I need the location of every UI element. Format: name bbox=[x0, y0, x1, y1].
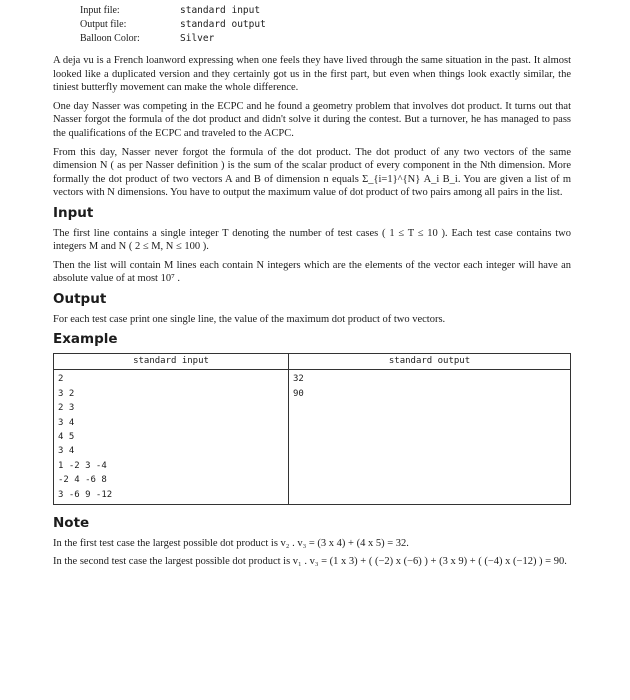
output-heading: Output bbox=[53, 290, 107, 307]
input-line: -2 4 -6 8 bbox=[58, 475, 107, 486]
input-heading: Input bbox=[53, 204, 94, 221]
input-line: 4 5 bbox=[58, 431, 75, 442]
meta-input-row bbox=[80, 4, 266, 18]
output-line: 32 bbox=[293, 374, 304, 385]
meta-input-label: Input file: bbox=[80, 5, 120, 16]
meta-balloon-label: Balloon Color: bbox=[80, 33, 140, 44]
input-line: 3 4 bbox=[58, 417, 75, 428]
meta-output-label: Output file: bbox=[80, 19, 127, 30]
statement-paragraph-3: From this day, Nasser never forgot the formula of the dot product. The dot product of any two vectors of the same dimension N ( as per Nasser definition ) is the sum of the scalar product of every component in the Nth dimension. More formally the dot product of two vectors A and B of dimension n equals Σ_{i=1}^{N} A_i B_i. You are given a list of m vectors with N dimensions. You have to output the maximum value of dot product of two pairs among all pairs in the list. bbox=[53, 146, 571, 199]
input-line: 3 2 bbox=[58, 388, 75, 399]
input-line: 2 bbox=[58, 374, 64, 385]
example-output-header: standard output bbox=[289, 353, 571, 370]
note-heading: Note bbox=[53, 514, 90, 531]
statement-paragraph-2: One day Nasser was competing in the ECPC and he found a geometry problem that involves dot product. It turns out that Nasser forgot the formula of the dot product and didn't solve it during the contest. But a turnover, he has managed to pass the qualifications of the ECPC and traveled to the ACPC. bbox=[53, 100, 571, 139]
meta-input-value: standard input bbox=[180, 5, 261, 16]
example-output-cell bbox=[289, 370, 571, 505]
meta-balloon-value: Silver bbox=[180, 33, 215, 44]
input-paragraph-2: Then the list will contain M lines each contain N integers which are the elements of the vector each integer will have an absolute value of at most 10⁷ . bbox=[53, 259, 571, 285]
meta-balloon-row bbox=[80, 32, 266, 46]
output-paragraph: For each test case print one single line, the value of the maximum dot product of two vectors. bbox=[53, 313, 446, 325]
note-paragraph-1: In the first test case the largest possible dot product is v₂ . v₃ = (3 x 4) + (4 x 5) = 32. bbox=[53, 537, 409, 549]
example-input-header: standard input bbox=[54, 353, 289, 370]
problem-statement bbox=[53, 54, 571, 574]
meta-output-row bbox=[80, 18, 266, 32]
meta-output-value: standard output bbox=[180, 19, 266, 30]
note-paragraph-2: In the second test case the largest possible dot product is v₁ . v₃ = (1 x 3) + ( (−2) x (−6) ) + (3 x 9) + ( (−4) x (−12) ) = 90. bbox=[53, 556, 567, 568]
example-heading: Example bbox=[53, 331, 118, 348]
input-line: 3 -6 9 -12 bbox=[58, 489, 113, 500]
input-line: 3 4 bbox=[58, 446, 75, 457]
problem-meta bbox=[80, 4, 266, 46]
example-table bbox=[53, 353, 571, 505]
input-line: 1 -2 3 -4 bbox=[58, 460, 107, 471]
statement-paragraph-1: A deja vu is a French loanword expressing when one feels they have lived through the same situation in the past. It almost looked like a duplicated version and they certainly got us in the first part, but even when things look exactly similar, the tiniest butterfly movement can make the whole difference. bbox=[53, 55, 571, 94]
output-line: 90 bbox=[293, 388, 304, 399]
example-input-cell bbox=[54, 370, 289, 505]
input-line: 2 3 bbox=[58, 403, 75, 414]
input-paragraph-1: The first line contains a single integer T denoting the number of test cases ( 1 ≤ T ≤ 10 ). Each test case contains two integers M and N ( 2 ≤ M, N ≤ 100 ). bbox=[53, 227, 571, 253]
